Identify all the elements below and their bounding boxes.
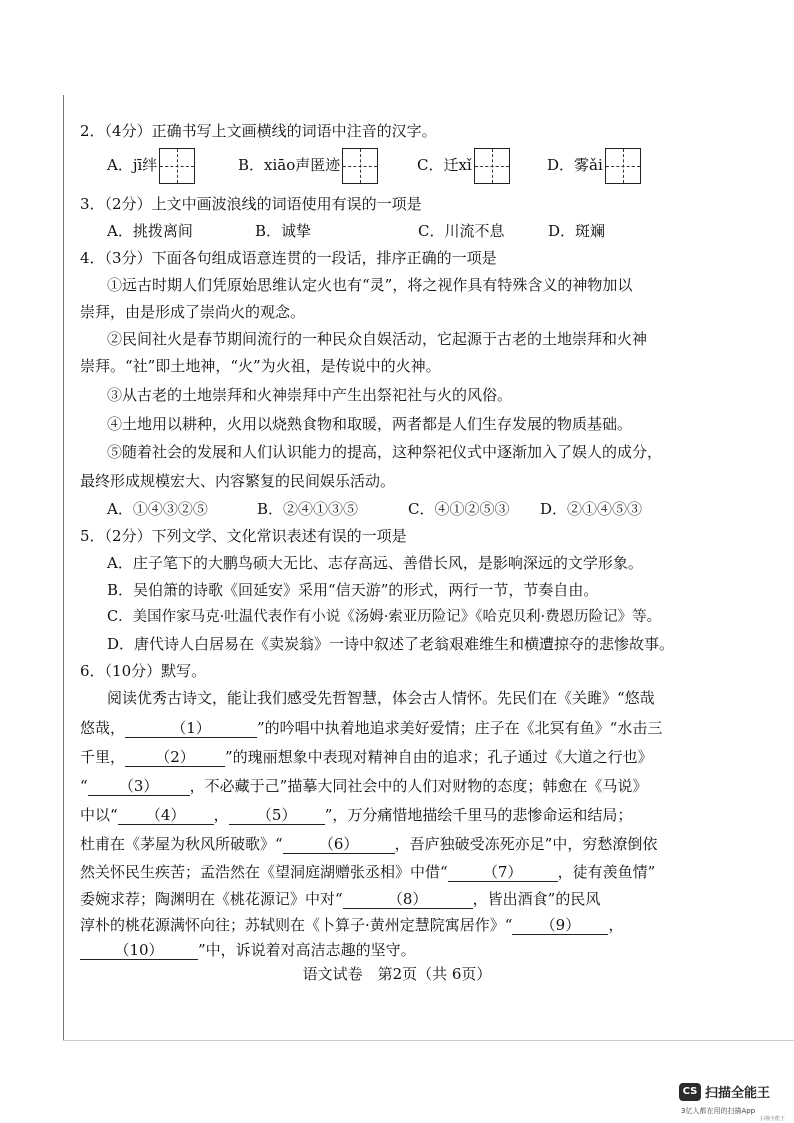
q6-line-2-text-a: 悠哉， [80,719,126,737]
q4-option-b: B．②④①③⑤ [257,500,359,518]
q3-option-b: B．诚挚 [255,222,312,240]
q4-sentence-5b: 最终形成规模宏大、内容繁复的民间娱乐活动。 [80,472,396,490]
blank-2[interactable]: （2） [125,748,225,767]
q6-line-2-text-b: ”的吟唱中执着地追求美好爱情；庄子在《北冥有鱼》“水击三 [257,719,663,737]
q6-line-3 [80,747,653,767]
q4-sentence-2b: 崇拜。“社”即土地神，“火”为火祖，是传说中的火神。 [80,357,441,375]
watermark-subtitle: 3亿人都在用的扫描App [681,1107,756,1115]
q6-line-8-text-b: ，皆出酒食”的民风 [472,890,601,908]
q6-line-5-text-a: 中以“ [80,806,118,824]
q6-line-5 [80,805,632,825]
q5-option-a: A．庄子笔下的大鹏鸟硕大无比、志存高远、善借长风，是影响深远的文学形象。 [107,554,643,572]
watermark-title: 扫描全能王 [705,1086,771,1101]
blank-1[interactable]: （1） [125,719,257,738]
q4-sentence-3: ③从古老的土地崇拜和火神崇拜中产生出祭祀社与火的风俗。 [107,386,513,404]
q6-line-5-text-b: ， [213,806,229,824]
blank-9[interactable]: （9） [512,916,608,935]
blank-7[interactable]: （7） [448,863,558,882]
page-footer: 语文试卷 第2页（共 6页） [302,965,492,983]
q2-option-a-grid [159,148,195,184]
q6-line-3-text-a: 千里， [80,748,126,766]
q4-option-a: A．①④③②⑤ [107,500,208,518]
q2-option-b-label: B．xiāo声匿迹 [238,156,341,174]
q6-line-8 [80,889,600,909]
q6-line-4-text-b: ，不必藏于己”描摹大同社会中的人们对财物的态度；韩愈在《马说》 [189,777,648,795]
q4-sentence-1b: 崇拜，由是形成了崇尚火的观念。 [80,303,306,321]
q2-option-b [238,148,378,184]
q6-line-6-text-b: ，吾庐独破受冻死亦足”中，穷愁潦倒依 [394,835,658,853]
q5-option-d: D．唐代诗人白居易在《卖炭翁》一诗中叙述了老翁艰难维生和横遭掠夺的悲惨故事。 [107,635,675,653]
blank-3[interactable]: （3） [88,777,190,796]
blank-10[interactable]: （10） [80,941,198,960]
q2-option-c-label: C．迁xǐ [417,156,472,174]
q4-sentence-2a: ②民间社火是春节期间流行的一种民众自娱活动，它起源于古老的土地崇拜和火神 [107,330,648,348]
q6-line-9-text-b: ， [608,916,624,934]
q2-option-c [417,148,510,184]
blank-4[interactable]: （4） [118,806,214,825]
q2-option-d-grid [605,148,641,184]
q3-stem: 3．（2分）上文中画波浪线的词语使用有误的一项是 [80,195,422,213]
q4-sentence-4: ④土地用以耕种，火用以烧熟食物和取暖，两者都是人们生存发展的物质基础。 [107,415,633,433]
q3-option-c: C．川流不息 [418,222,505,240]
blank-8[interactable]: （8） [343,890,473,909]
watermark-mini-label: 扫描全能王 [760,1116,786,1122]
binding-margin-line [63,95,64,1040]
q4-option-c: C．④①②⑤③ [408,500,510,518]
q2-option-b-grid [342,148,378,184]
q3-option-d: D．斑斓 [548,222,606,240]
q6-line-10 [80,940,416,960]
q6-line-6-text-a: 杜甫在《茅屋为秋风所破歌》“ [80,835,283,853]
q6-line-8-text-a: 委婉求荐；陶渊明在《桃花源记》中对“ [80,890,343,908]
q5-option-b: B．吴伯箫的诗歌《回延安》采用“信天游”的形式，两行一节，节奏自由。 [107,581,599,599]
q2-stem: 2．（4分）正确书写上文画横线的词语中注音的汉字。 [80,122,437,140]
q6-line-5-text-c: ”，万分痛惜地描绘千里马的悲惨命运和结局； [324,806,633,824]
q6-line-4 [80,776,647,796]
blank-6[interactable]: （6） [283,835,395,854]
q2-option-d-label: D．雾ǎi [547,156,603,174]
blank-5[interactable]: （5） [229,806,325,825]
q6-line-3-text-b: ”的瑰丽想象中表现对精神自由的追求；孔子通过《大道之行也》 [225,748,653,766]
q6-stem: 6．（10分）默写。 [80,662,207,680]
q6-line-7 [80,862,655,882]
q6-line-2 [80,718,662,738]
q2-option-a [107,148,195,184]
q5-stem: 5．（2分）下列文学、文化常识表述有误的一项是 [80,527,407,545]
q2-option-c-grid [474,148,510,184]
q6-line-6 [80,834,657,854]
page-bottom-border [63,1040,794,1041]
q5-option-c: C．美国作家马克·吐温代表作有小说《汤姆·索亚历险记》《哈克贝利·费恩历险记》等。 [107,609,662,625]
camscanner-logo-icon: CS [679,1083,701,1101]
q6-line-7-text-a: 然关怀民生疾苦；孟浩然在《望洞庭湖赠张丞相》中借“ [80,863,448,881]
q6-line-7-text-b: ，徒有羡鱼情” [557,863,656,881]
q2-option-a-label: A．jī绊 [107,156,158,174]
q4-sentence-5a: ⑤随着社会的发展和人们认识能力的提高，这种祭祀仪式中逐渐加入了娱人的成分， [107,443,663,461]
q3-option-a: A．挑拨离间 [107,222,193,240]
q6-line-10-text-b: ”中，诉说着对高洁志趣的坚守。 [198,941,416,959]
q2-option-d [547,148,641,184]
q6-line-4-text-a: “ [80,777,88,795]
q6-line-9-text-a: 淳朴的桃花源满怀向往；苏轼则在《卜算子·黄州定慧院寓居作》“ [80,916,513,934]
q4-stem: 4．（3分）下面各句组成语意连贯的一段话，排序正确的一项是 [80,249,497,267]
q4-option-d: D．②①④⑤③ [540,500,643,518]
q6-line-1: 阅读优秀古诗文，能让我们感受先哲智慧，体会古人情怀。先民们在《关雎》“悠哉 [107,689,655,707]
q6-line-9 [80,915,623,935]
q4-sentence-1a: ①远古时期人们凭原始思维认定火也有“灵”，将之视作具有特殊含义的神物加以 [107,276,633,294]
